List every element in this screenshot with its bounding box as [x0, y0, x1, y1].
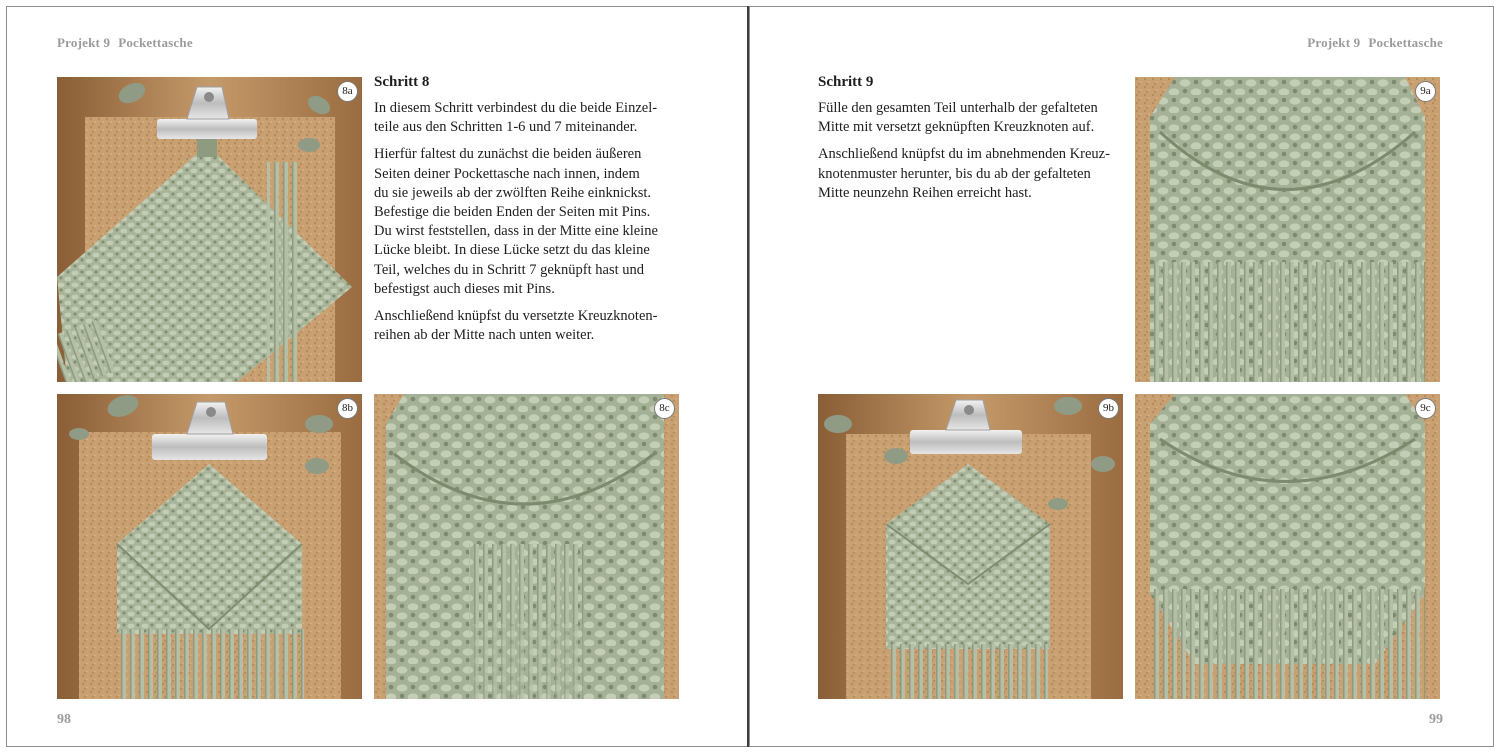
photo-8a [57, 77, 362, 382]
photo-8b [57, 394, 362, 699]
photo-9b [818, 394, 1123, 699]
step-paragraph: Fülle den gesamten Teil unterhalb der gefalteten Mitte mit versetzt geknüpften Kreuzknoten auf. [818, 100, 1098, 136]
photo-label: 9c [1415, 398, 1436, 419]
running-head-title: Pockettasche [1368, 35, 1443, 50]
right-page [749, 6, 1494, 747]
photo-label: 9b [1098, 398, 1119, 419]
running-head-project: Projekt 9 [1307, 35, 1361, 50]
running-head-project: Projekt 9 [57, 35, 111, 50]
step-text [374, 73, 674, 353]
photo-label: 8a [337, 81, 358, 102]
left-page [6, 6, 749, 747]
photo-9c [1135, 394, 1440, 699]
photo-9a [1135, 77, 1440, 382]
step-paragraph: Hierfür faltest du zunächst die beiden äußeren Seiten deiner Pockettasche nach innen, indem du sie jeweils ab der zwölften Reihe einknickst. Befestige die beiden Enden der Seiten mit Pins. Du wirst feststellen, dass in der Mitte eine kleine Lücke bleibt. In diese Lücke setzt du das kleine Teil, welches du in Schritt 7 geknüpft hast und befestigst auch dieses mit Pins. [374, 146, 658, 297]
running-head-right [1307, 35, 1443, 51]
photo-label: 8c [654, 398, 675, 419]
step-text [818, 73, 1118, 211]
page-number-left: 98 [57, 712, 71, 727]
step-heading: Schritt 8 [374, 74, 430, 90]
photo-8c [374, 394, 679, 699]
running-head-title: Pockettasche [118, 35, 193, 50]
step-paragraph: Anschließend knüpfst du im abnehmenden Kreuz- knotenmuster herunter, bis du ab der gefalteten Mitte neunzehn Reihen erreicht hast. [818, 146, 1110, 201]
page-number-right: 99 [1429, 712, 1443, 727]
step-paragraph: Anschließend knüpfst du versetzte Kreuzknoten- reihen ab der Mitte nach unten weiter. [374, 308, 658, 344]
running-head-left [57, 35, 193, 51]
photo-label: 9a [1415, 81, 1436, 102]
photo-label: 8b [337, 398, 358, 419]
step-heading: Schritt 9 [818, 74, 874, 90]
step-paragraph: In diesem Schritt verbindest du die beide Einzel- teile aus den Schritten 1-6 und 7 miteinander. [374, 100, 658, 136]
